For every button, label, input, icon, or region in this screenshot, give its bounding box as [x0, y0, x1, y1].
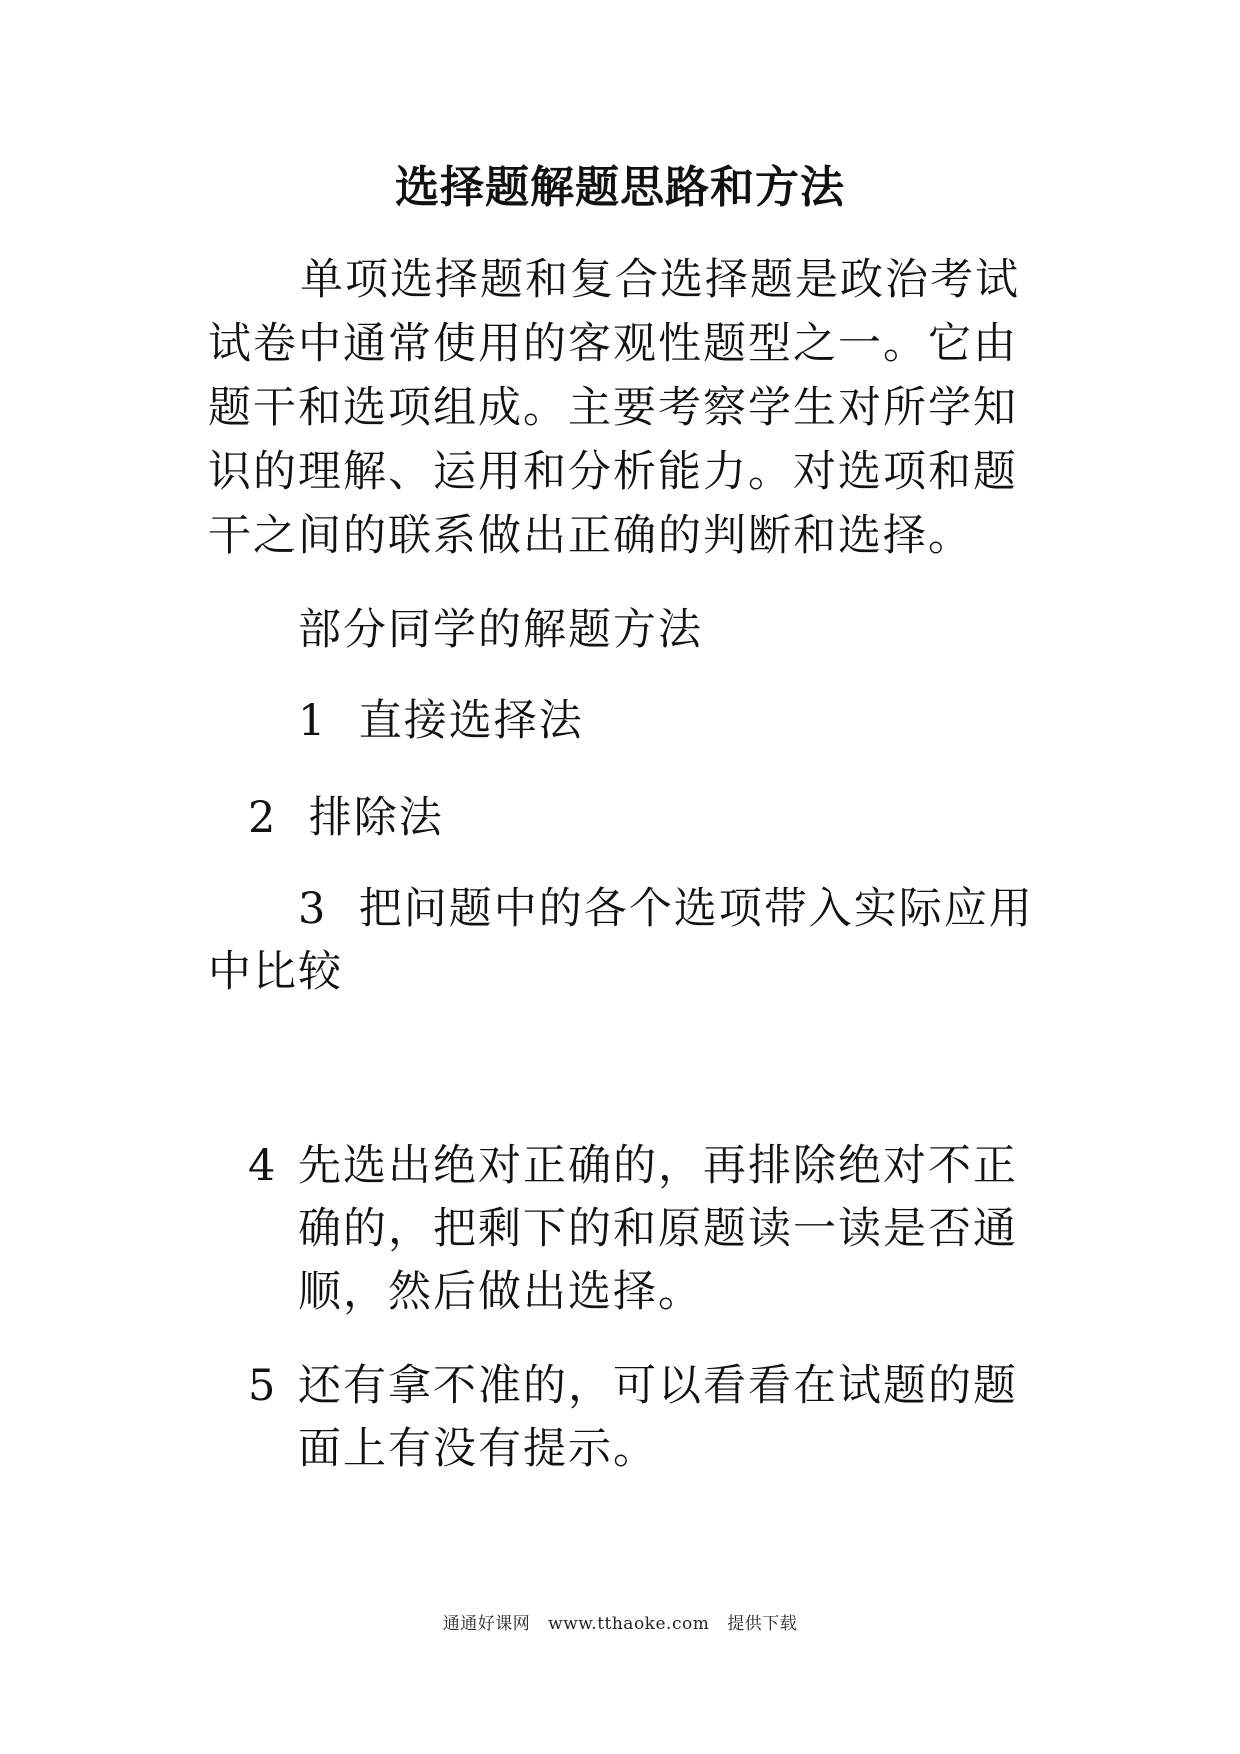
item-number: 4	[248, 1141, 278, 1191]
intro-paragraph: 单项选择题和复合选择题是政治考试试卷中通常使用的客观性题型之一。它由题干和选项组成。主要考察学生对所学知识的理解、运用和分析能力。对选项和题干之间的联系做出正确的判断和选择。	[208, 255, 1020, 561]
item-text: 还有拿不准的，可以看看在试题的题面上有没有提示。	[298, 1361, 1018, 1474]
item-text: 排除法	[308, 793, 444, 843]
footer-site-name: 通通好课网	[442, 1614, 531, 1634]
list-item-1	[298, 690, 584, 753]
item-text: 直接选择法	[358, 696, 584, 746]
list-item-2	[248, 787, 444, 850]
item-number: 2	[248, 793, 278, 843]
list-item-4	[248, 1135, 1058, 1324]
item-number: 1	[298, 696, 328, 746]
list-item-3	[208, 878, 1056, 1004]
item-text: 把问题中的各个选项带入实际应用中比较	[208, 884, 1034, 997]
page-footer	[0, 1612, 1240, 1636]
item-number: 3	[298, 884, 328, 934]
section-subheading: 部分同学的解题方法	[298, 605, 703, 655]
footer-note: 提供下载	[727, 1614, 798, 1634]
footer-url[interactable]: www.tthaoke.com	[548, 1614, 710, 1634]
item-number: 5	[248, 1361, 278, 1411]
document-title: 选择题解题思路和方法	[395, 162, 845, 213]
item-text: 先选出绝对正确的，再排除绝对不正确的，把剩下的和原题读一读是否通顺，然后做出选择。	[298, 1141, 1018, 1317]
list-item-5	[248, 1355, 1058, 1481]
